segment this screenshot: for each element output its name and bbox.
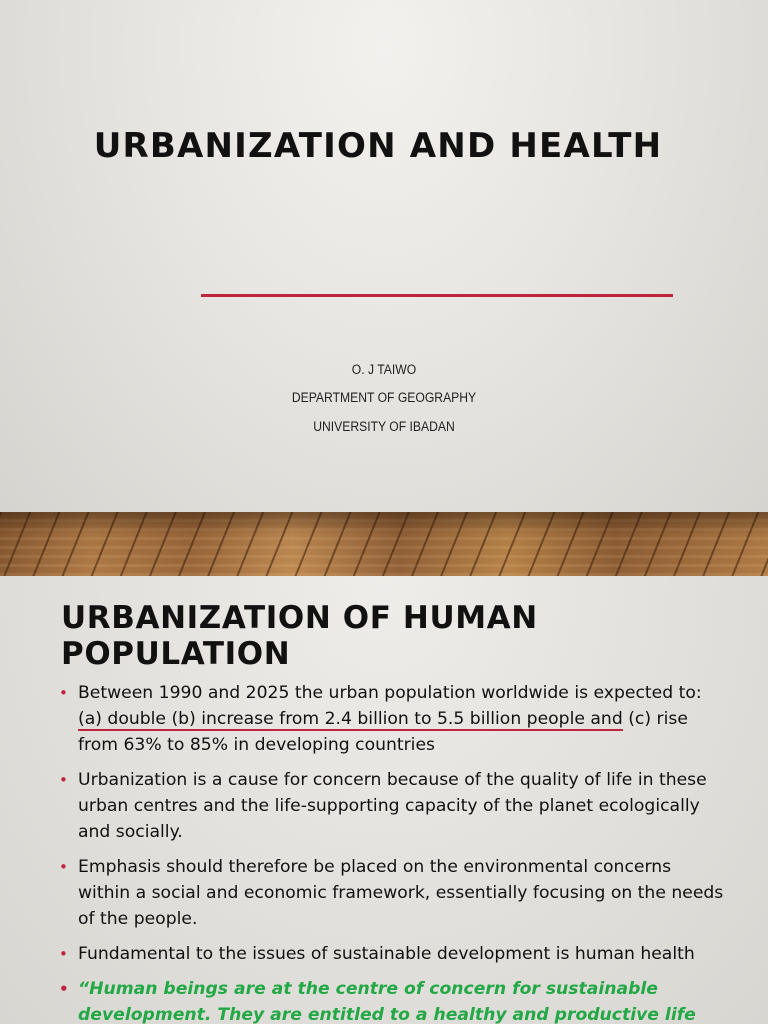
university-name: UNIVERSITY OF IBADAN — [313, 419, 455, 434]
bullet-text: Fundamental to the issues of sustainable development is human health — [78, 944, 695, 964]
quote-text: “Human beings are at the centre of concern for sustainable development. They are entitled to a healthy and productive life — [78, 979, 696, 1024]
underlined-text: (a) double (b) increase from 2.4 billion to 5.5 billion people and — [78, 709, 623, 729]
bullet-text-start: Between 1990 and 2025 the urban population worldwide is expected to: — [78, 683, 702, 703]
slide-title: URBANIZATION AND HEALTH — [93, 126, 663, 166]
bullet-item-quote — [59, 976, 728, 1024]
bullet-item — [59, 767, 728, 845]
bullet-item — [59, 680, 728, 758]
bullet-item — [59, 941, 728, 967]
bullet-text: Urbanization is a cause for concern because of the quality of life in these urban centres and the life-supporting capacity of the planet ecologically and socially. — [78, 770, 707, 842]
department-name: DEPARTMENT OF GEOGRAPHY — [291, 390, 477, 405]
bullet-text: Emphasis should therefore be placed on the environmental concerns within a social and economic framework, essentially focusing on the needs of the people. — [78, 857, 724, 929]
title-divider — [201, 294, 673, 297]
bullet-text-end: (c) rise from 63% to 85% in developing countries — [78, 709, 688, 755]
bullet-icon: • — [59, 945, 68, 963]
bullet-list — [0, 680, 768, 1024]
author-name: O. J TAIWO — [351, 362, 417, 377]
bullet-icon: • — [59, 858, 68, 876]
content-slide — [0, 576, 768, 1024]
content-slide-title: URBANIZATION OF HUMAN POPULATION — [61, 600, 538, 672]
wood-floor-decoration — [0, 512, 768, 576]
bullet-item — [59, 854, 728, 932]
bullet-icon: • — [59, 980, 69, 998]
bullet-icon: • — [59, 684, 68, 702]
bullet-icon: • — [59, 771, 68, 789]
